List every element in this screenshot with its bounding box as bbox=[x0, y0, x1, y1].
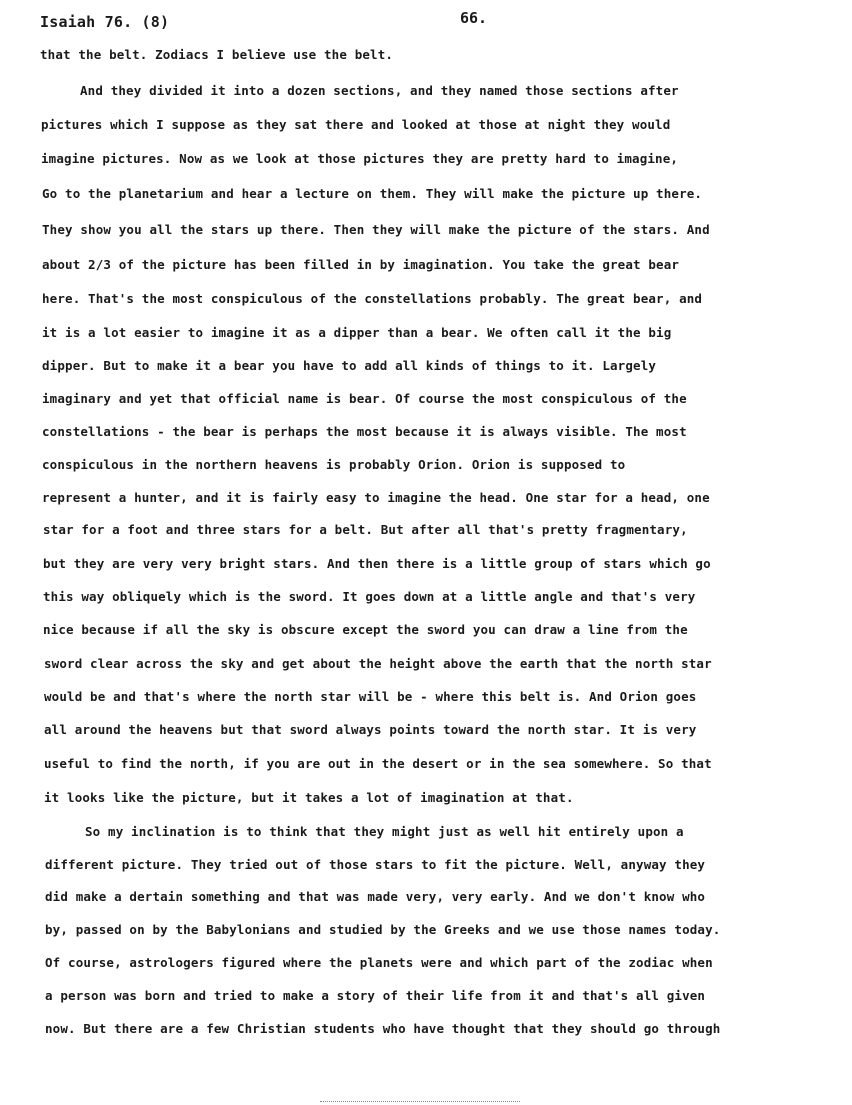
text-line: by, passed on by the Babylonians and studied by the Greeks and we use those names today. bbox=[45, 922, 721, 937]
text-line: constellations - the bear is perhaps the most because it is always visible. The most bbox=[42, 424, 687, 439]
page-number: 66. bbox=[460, 9, 488, 27]
text-line: it is a lot easier to imagine it as a dipper than a bear. We often call it the big bbox=[42, 325, 672, 340]
text-line: useful to find the north, if you are out in the desert or in the sea somewhere. So that bbox=[44, 756, 712, 771]
text-line: about 2/3 of the picture has been filled in by imagination. You take the great bear bbox=[42, 257, 680, 272]
paragraph-start-line: So my inclination is to think that they might just as well hit entirely upon a bbox=[85, 824, 684, 839]
paragraph-start-line: And they divided it into a dozen sections, and they named those sections after bbox=[80, 83, 679, 98]
text-line: now. But there are a few Christian students who have thought that they should go through bbox=[45, 1021, 721, 1036]
source-reference: Isaiah 76. (8) bbox=[40, 13, 170, 31]
text-line: it looks like the picture, but it takes a lot of imagination at that. bbox=[44, 790, 574, 805]
text-line: imagine pictures. Now as we look at those pictures they are pretty hard to imagine, bbox=[41, 151, 679, 166]
text-line: imaginary and yet that official name is bear. Of course the most conspiculous of the bbox=[42, 391, 687, 406]
page-bottom-rule bbox=[320, 1101, 520, 1102]
text-line: but they are very very bright stars. And then there is a little group of stars which go bbox=[43, 556, 711, 571]
text-line: different picture. They tried out of those stars to fit the picture. Well, anyway they bbox=[45, 857, 706, 872]
text-line: sword clear across the sky and get about the height above the earth that the north star bbox=[44, 656, 712, 671]
text-line: Go to the planetarium and hear a lecture on them. They will make the picture up there. bbox=[42, 186, 703, 201]
text-line: here. That's the most conspiculous of the constellations probably. The great bear, and bbox=[42, 291, 703, 306]
text-line: star for a foot and three stars for a belt. But after all that's pretty fragmentary, bbox=[43, 522, 688, 537]
text-line: all around the heavens but that sword always points toward the north star. It is very bbox=[44, 722, 697, 737]
text-line: pictures which I suppose as they sat there and looked at those at night they would bbox=[41, 117, 671, 132]
text-line: a person was born and tried to make a story of their life from it and that's all given bbox=[45, 988, 706, 1003]
text-line: Of course, astrologers figured where the planets were and which part of the zodiac when bbox=[45, 955, 713, 970]
text-line: nice because if all the sky is obscure except the sword you can draw a line from the bbox=[43, 622, 688, 637]
text-line: this way obliquely which is the sword. It goes down at a little angle and that's very bbox=[43, 589, 696, 604]
text-line: would be and that's where the north star will be - where this belt is. And Orion goes bbox=[44, 689, 697, 704]
text-line: conspiculous in the northern heavens is probably Orion. Orion is supposed to bbox=[42, 457, 626, 472]
text-line: represent a hunter, and it is fairly easy to imagine the head. One star for a head, one bbox=[42, 490, 710, 505]
text-line: that the belt. Zodiacs I believe use the belt. bbox=[40, 47, 394, 62]
text-line: dipper. But to make it a bear you have to add all kinds of things to it. Largely bbox=[42, 358, 657, 373]
text-line: did make a dertain something and that was made very, very early. And we don't know who bbox=[45, 889, 706, 904]
text-line: They show you all the stars up there. Then they will make the picture of the stars. And bbox=[42, 222, 710, 237]
